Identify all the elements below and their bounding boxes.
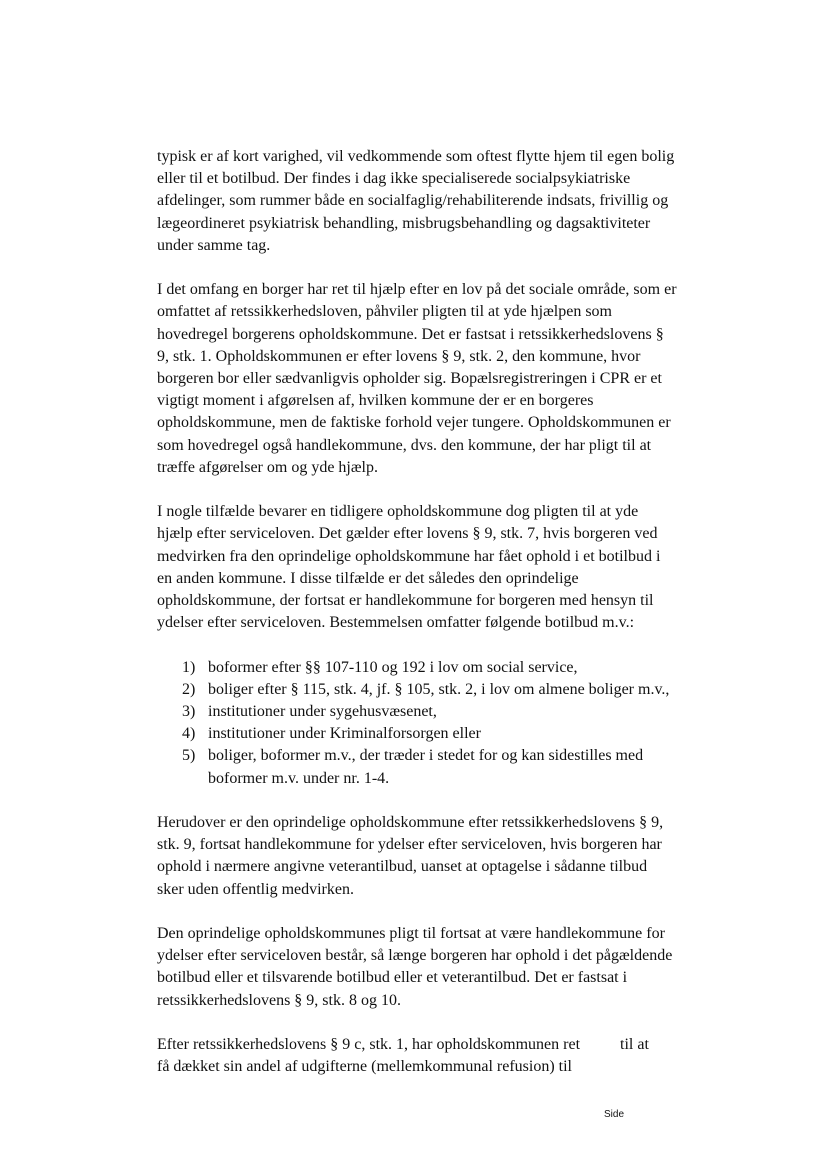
document-body — [157, 146, 677, 1078]
paragraph-1: typisk er af kort varighed, vil vedkommende som oftest flytte hjem til egen bolig eller til et botilbud. Der findes i dag ikke specialiserede socialpsykiatriske afdelinger, som rummer både en socialfaglig/rehabiliterende indsats, frivillig og lægeordineret psykiatrisk behandling, misbrugsbehandling og dagsaktiviteter under samme tag. — [157, 148, 675, 254]
list-item — [157, 679, 677, 701]
list-item-number: 1) — [182, 658, 196, 676]
list-item-number: 3) — [182, 703, 196, 721]
list-item-number: 2) — [182, 680, 196, 698]
list-item — [157, 745, 677, 789]
list-item — [157, 723, 677, 745]
paragraph-5: Den oprindelige opholdskommunes pligt til fortsat at være handlekommune for ydelser efter serviceloven består, så længe borgeren har ophold i det pågældende botilbud eller et tilsvarende botilbud eller et veterantilbud. Det er fastsat i retssikkerhedslovens § 9, stk. 8 og 10. — [157, 925, 673, 1009]
paragraph-6-line-2: få dækket sin andel af udgifterne (mellemkommunal refusion) til — [157, 1058, 572, 1076]
paragraph-2: I det omfang en borger har ret til hjælp efter en lov på det sociale område, som er omfattet af retssikkerhedsloven, påhviler pligten til at yde hjælpen som hovedregel borgerens opholdskommune. Det er fastsat i retssikkerhedslovens § 9, stk. 1. Opholdskommunen er efter lovens § 9, stk. 2, den kommune, hvor borgeren bor eller sædvanligvis opholder sig. Bopælsregistreringen i CPR er et vigtigt moment i afgørelsen af, hvilken kommune der er en borgeres opholdskommune, men de faktiske forhold vejer tungere. Opholdskommunen er som hovedregel også handlekommune, dvs. den kommune, der har pligt til at træffe afgørelser om og yde hjælp. — [157, 281, 677, 476]
paragraph-4: Herudover er den oprindelige opholdskommune efter retssikkerhedslovens § 9, stk. 9, fortsat handlekommune for ydelser efter serviceloven, hvis borgeren har ophold i nærmere angivne veterantilbud, uanset at optagelse i sådanne tilbud sker uden offentlig medvirken. — [157, 814, 664, 898]
list-item-text: boliger efter § 115, stk. 4, jf. § 105, stk. 2, i lov om almene boliger m.v., — [208, 680, 670, 698]
list-item-number: 5) — [182, 747, 196, 765]
side-label: Side — [604, 1109, 625, 1120]
list-item — [157, 657, 677, 679]
list-item-text: boformer efter §§ 107-110 og 192 i lov om social service, — [208, 658, 578, 676]
paragraph-6 — [157, 1034, 677, 1078]
paragraph-3: I nogle tilfælde bevarer en tidligere opholdskommune dog pligten til at yde hjælp efter serviceloven. Det gælder efter lovens § 9, stk. 7, hvis borgeren ved medvirken fra den oprindelige opholdskommune har fået ophold i et botilbud i en anden kommune. I disse tilfælde er det således den oprindelige opholdskommune, der fortsat er handlekommune for borgeren med hensyn til ydelser efter serviceloven. Bestemmelsen omfatter følgende botilbud m.v.: — [157, 503, 661, 632]
list-item-text: institutioner under sygehusvæsenet, — [208, 703, 437, 721]
paragraph-6-line-1: Efter retssikkerhedslovens § 9 c, stk. 1, har opholdskommunen ret til at — [157, 1036, 649, 1054]
list-item — [157, 701, 677, 723]
list-item-text: boliger, boformer m.v., der træder i stedet for og kan sidestilles med boformer m.v. under nr. 1-4. — [208, 747, 644, 787]
botilbud-list — [157, 657, 677, 790]
list-item-number: 4) — [182, 725, 196, 743]
list-item-text: institutioner under Kriminalforsorgen eller — [208, 725, 481, 743]
